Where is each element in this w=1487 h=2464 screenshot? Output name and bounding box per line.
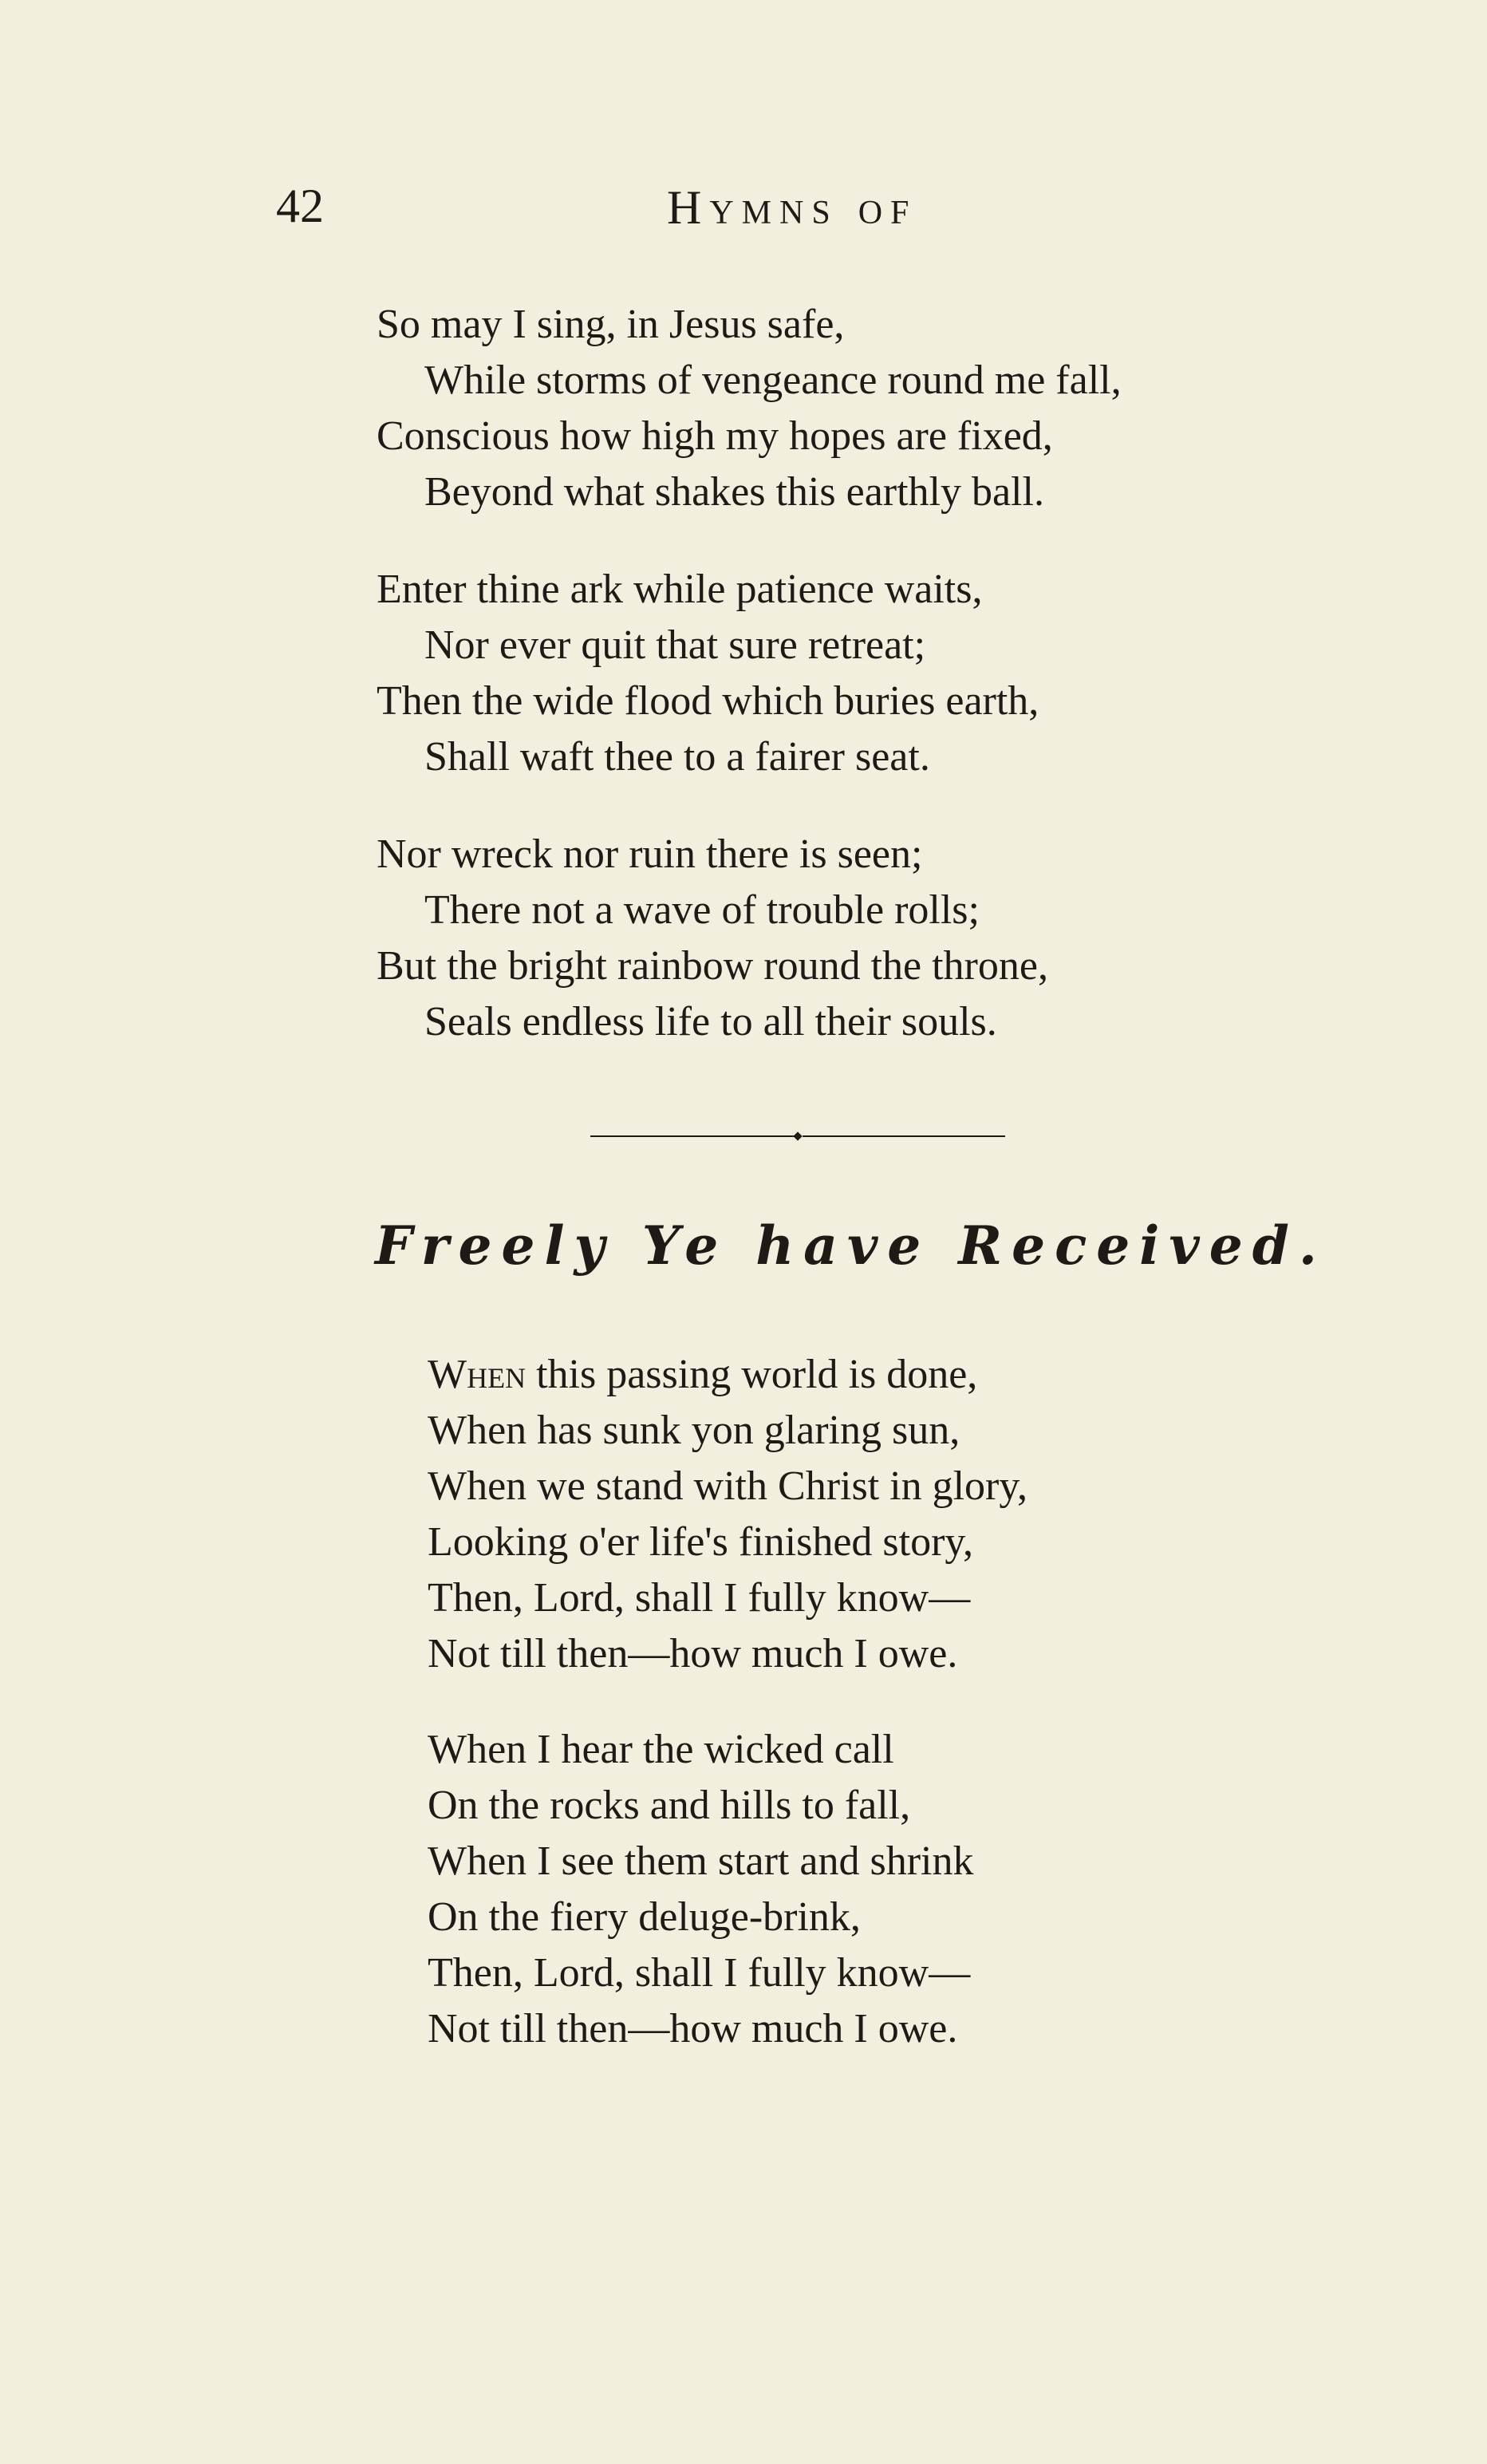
running-head: Hymns of <box>667 181 917 234</box>
verse-line: On the rocks and hills to fall, <box>428 1783 911 1828</box>
verse-line: Enter thine ark while patience waits, <box>377 567 983 612</box>
divider-rule-right <box>803 1135 1005 1137</box>
verse-line: Nor ever quit that sure retreat; <box>424 622 926 668</box>
stanza-5 <box>428 1722 973 2057</box>
verse-line: Then the wide flood which buries earth, <box>377 678 1039 724</box>
divider-rule-left <box>590 1135 796 1137</box>
verse-line: So may I sing, in Jesus safe, <box>377 302 845 347</box>
verse-line: While storms of vengeance round me fall, <box>424 357 1122 403</box>
section-divider <box>590 1131 1005 1141</box>
diamond-ornament-icon <box>793 1131 802 1140</box>
verse-line: Beyond what shakes this earthly ball. <box>424 469 1044 515</box>
verse-line-first <box>428 1347 1027 1403</box>
verse-line: On the fiery deluge-brink, <box>428 1894 861 1940</box>
verse-line: When I hear the wicked call <box>428 1727 894 1772</box>
stanza-2 <box>377 562 1039 785</box>
stanza-3 <box>377 827 1048 1050</box>
stanza-4 <box>428 1347 1027 1682</box>
verse-line: Then, Lord, shall I fully know— <box>428 1575 971 1621</box>
verse-line: When has sunk yon glaring sun, <box>428 1408 960 1453</box>
verse-line: Seals endless life to all their souls. <box>424 999 997 1044</box>
opening-word: When <box>428 1352 527 1397</box>
verse-line: When I see them start and shrink <box>428 1838 974 1884</box>
verse-line: Then, Lord, shall I fully know— <box>428 1950 971 1996</box>
verse-line: But the bright rainbow round the throne, <box>377 943 1048 989</box>
verse-line: Looking o'er life's finished story, <box>428 1519 974 1565</box>
page-number: 42 <box>276 180 324 232</box>
verse-line: Conscious how high my hopes are fixed, <box>377 413 1053 459</box>
verse-line: Nor wreck nor ruin there is seen; <box>377 831 923 877</box>
verse-line: Not till then—how much I owe. <box>428 1631 958 1676</box>
verse-line: There not a wave of trouble rolls; <box>424 887 980 933</box>
stanza-1 <box>377 297 1122 520</box>
opening-line-rest: this passing world is done, <box>526 1352 978 1397</box>
verse-line: Not till then—how much I owe. <box>428 2006 958 2051</box>
verse-line: Shall waft thee to a fairer seat. <box>424 734 930 780</box>
verse-line: When we stand with Christ in glory, <box>428 1463 1027 1509</box>
hymn-title: Freely Ye have Received. <box>375 1214 1327 1277</box>
